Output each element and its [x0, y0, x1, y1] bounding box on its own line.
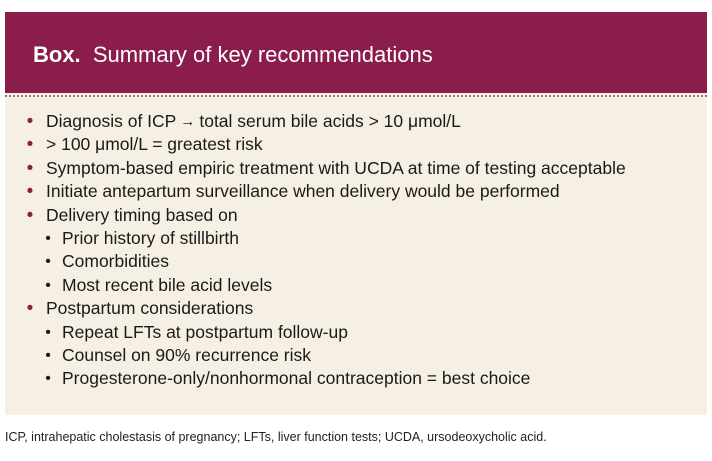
list-item-text: Initiate antepartum surveillance when delivery would be performed: [46, 181, 560, 202]
sub-list-item-text: Progesterone-only/nonhormonal contraception = best choice: [62, 368, 531, 389]
diagnosis-criterion: total serum bile acids > 10 μmol/L: [199, 111, 461, 131]
bullet-icon: •: [26, 134, 34, 156]
sub-list-item-text: Prior history of stillbirth: [62, 227, 239, 248]
bullet-icon: •: [45, 346, 51, 364]
sub-list-item: [5, 367, 707, 390]
box-title-lead: Box.: [33, 41, 81, 67]
bullet-icon: •: [26, 181, 34, 203]
list-item-text: Symptom-based empiric treatment with UCDA at time of testing acceptable: [46, 157, 626, 178]
sub-list-item-text: Repeat LFTs at postpartum follow-up: [62, 321, 348, 342]
list-item-text: > 100 μmol/L = greatest risk: [46, 134, 263, 155]
box-header: [5, 12, 707, 93]
sub-list-item-text: Comorbidities: [62, 251, 169, 272]
bullet-icon: •: [26, 157, 34, 179]
list-item-text: Delivery timing based on: [46, 204, 238, 225]
list-item: [5, 133, 707, 156]
bullet-icon: •: [26, 204, 34, 226]
list-item: [5, 297, 707, 320]
sub-list-item: [5, 274, 707, 297]
bullet-icon: •: [45, 229, 51, 247]
list-item: [5, 180, 707, 203]
box-title: [33, 42, 433, 68]
footnote: ICP, intrahepatic cholestasis of pregnancy; LFTs, liver function tests; UCDA, ursodeoxycholic acid.: [5, 430, 547, 444]
sub-list-item: [5, 344, 707, 367]
bullet-icon: •: [45, 276, 51, 294]
sub-list-item-text: Counsel on 90% recurrence risk: [62, 344, 312, 365]
sub-list-item: [5, 321, 707, 344]
bullet-icon: •: [45, 370, 51, 388]
arrow-right-icon: →: [180, 113, 196, 130]
list-item: [5, 204, 707, 227]
dotted-divider: [5, 95, 707, 97]
bullet-icon: •: [26, 298, 34, 320]
bullet-icon: •: [26, 111, 34, 132]
diagnosis-text: Diagnosis of ICP: [46, 111, 177, 131]
bullet-icon: •: [45, 323, 51, 341]
list-item-diagnosis: [5, 110, 707, 133]
box-title-text: Summary of key recommendations: [92, 41, 433, 67]
recommendations-box: [5, 12, 707, 415]
bullet-icon: •: [45, 253, 51, 271]
list-item: [5, 157, 707, 180]
sub-list-item: [5, 227, 707, 250]
sub-list-item-text: Most recent bile acid levels: [62, 274, 273, 295]
sub-list-item: [5, 250, 707, 273]
list-item-text: Postpartum considerations: [46, 298, 254, 319]
recommendation-list: [5, 110, 707, 391]
